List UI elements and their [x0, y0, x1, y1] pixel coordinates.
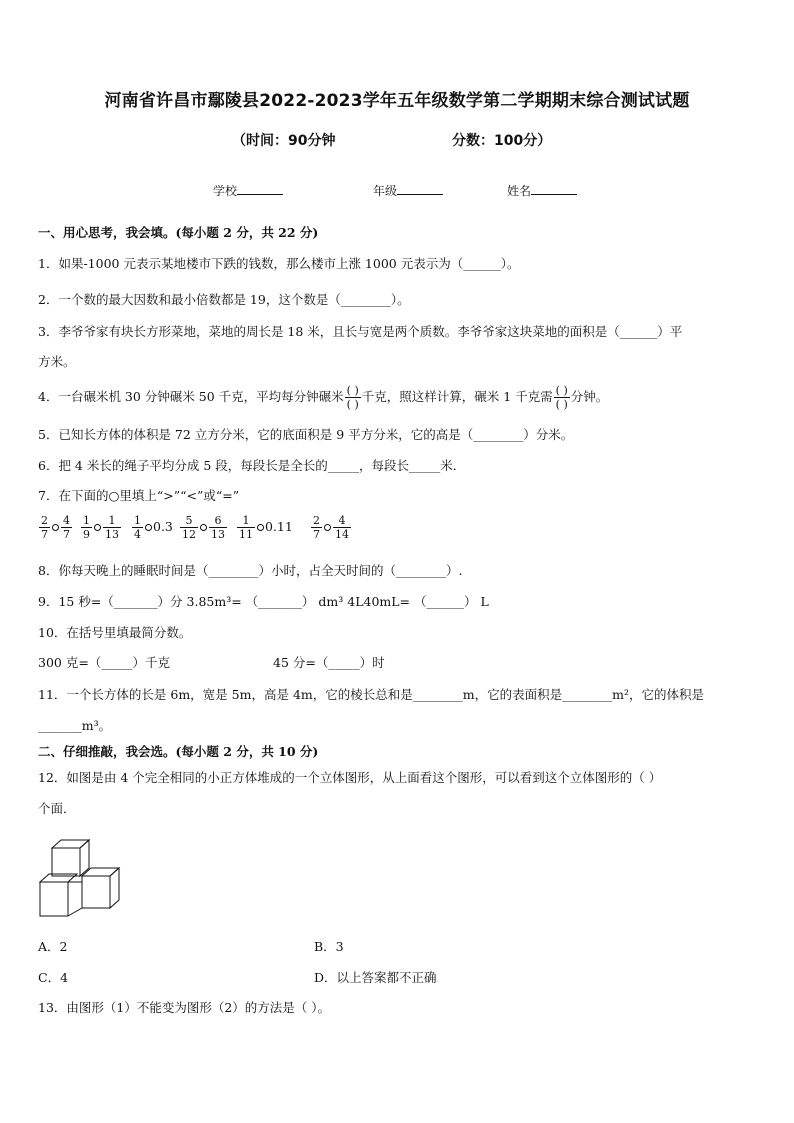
page-title: 河南省许昌市鄢陵县2022-2023学年五年级数学第二学期期末综合测试试题 — [104, 91, 690, 111]
question-9: 9．15 秒=（_______）分 3.85m³= （_______） dm³ 4L40mL= （______） L — [38, 594, 489, 609]
question-4-part2: 千克，照这样计算，碾米 1 千克需 — [361, 389, 553, 404]
compare-circle[interactable] — [145, 524, 152, 531]
name-blank[interactable] — [531, 182, 577, 195]
option-b[interactable]: B．3 — [314, 939, 344, 954]
name-label: 姓名 — [507, 184, 532, 198]
question-5: 5．已知长方体的体积是 72 立方分米，它的底面积是 9 平方分米，它的高是（________）分米。 — [38, 427, 574, 442]
comparison-item: $\frac{5}{12}$ $\frac{6}{13}$ — [182, 514, 225, 541]
exam-time: （时间：90分钟 — [232, 133, 336, 149]
cube-stack-figure — [38, 836, 128, 920]
option-d[interactable]: D．以上答案都不正确 — [314, 970, 437, 985]
section-1-heading: 一、用心思考，我会填。(每小题 2 分，共 22 分) — [38, 225, 319, 240]
school-field — [213, 182, 283, 199]
question-10b: 45 分=（_____）时 — [273, 655, 385, 670]
exam-score: 分数：100分） — [452, 133, 552, 149]
question-6: 6．把 4 米长的绳子平均分成 5 段，每段长是全长的_____，每段长_____米． — [38, 458, 466, 473]
question-4-part3: 分钟。 — [570, 389, 609, 404]
school-label: 学校 — [213, 184, 238, 198]
fraction-blank-1: $\frac{( )}{( )}$ — [346, 384, 359, 411]
question-12: 12．如图是由 4 个完全相同的小正方体堆成的一个立体图形，从上面看这个图形，可以看到这个立体图形的（ ） — [38, 770, 662, 785]
question-11: 11．一个长方体的长是 6m，宽是 5m，高是 4m，它的棱长总和是________m，它的表面积是________m²，它的体积是 — [38, 687, 704, 702]
question-13: 13．由图形（1）不能变为图形（2）的方法是（ ）。 — [38, 1000, 331, 1015]
question-7: 7．在下面的○里填上“>”“<”或“=” — [38, 488, 240, 503]
compare-circle[interactable] — [257, 524, 264, 531]
question-4 — [38, 382, 756, 412]
question-1: 1．如果-1000 元表示某地楼市下跌的钱数，那么楼市上涨 1000 元表示为（______）。 — [38, 256, 520, 271]
compare-circle[interactable] — [94, 524, 101, 531]
comparison-item: $\frac{2}{7}$ $\frac{4}{14}$ — [313, 514, 349, 541]
question-3: 3．李爷爷家有块长方形菜地，菜地的周长是 18 米，且长与宽是两个质数。李爷爷家这块菜地的面积是（______）平 — [38, 324, 683, 339]
grade-blank[interactable] — [397, 182, 443, 195]
question-3-cont: 方米。 — [38, 354, 76, 369]
compare-circle[interactable] — [324, 524, 331, 531]
question-8: 8．你每天晚上的睡眠时间是（________）小时，占全天时间的（________）. — [38, 563, 463, 578]
comparison-item: $\frac{2}{7}$ $\frac{4}{7}$ — [41, 514, 70, 541]
comparison-item: $\frac{1}{9}$ $\frac{1}{13}$ — [83, 514, 119, 541]
question-11-cont: _______m³。 — [38, 718, 112, 733]
question-10a: 300 克=（_____）千克 — [38, 655, 171, 670]
comparison-item: $\frac{1}{4}$ 0.3 — [134, 514, 173, 541]
school-blank[interactable] — [237, 182, 283, 195]
option-a[interactable]: A．2 — [38, 939, 68, 954]
section-2-heading: 二、仔细推敲，我会选。(每小题 2 分，共 10 分) — [38, 744, 319, 759]
grade-field — [373, 182, 443, 199]
compare-circle[interactable] — [52, 524, 59, 531]
name-field — [507, 182, 577, 199]
question-4-part1: 4．一台碾米机 30 分钟碾米 50 千克，平均每分钟碾米 — [38, 389, 344, 404]
question-2: 2．一个数的最大因数和最小倍数都是 19，这个数是（________）。 — [38, 292, 410, 307]
fraction-blank-2: $\frac{( )}{( )}$ — [555, 384, 568, 411]
grade-label: 年级 — [373, 184, 398, 198]
question-10: 10．在括号里填最简分数。 — [38, 625, 192, 640]
option-c[interactable]: C．4 — [38, 970, 69, 985]
compare-circle[interactable] — [200, 524, 207, 531]
question-12-cont: 个面． — [38, 801, 76, 816]
comparison-item: $\frac{1}{11}$ 0.11 — [239, 514, 293, 541]
